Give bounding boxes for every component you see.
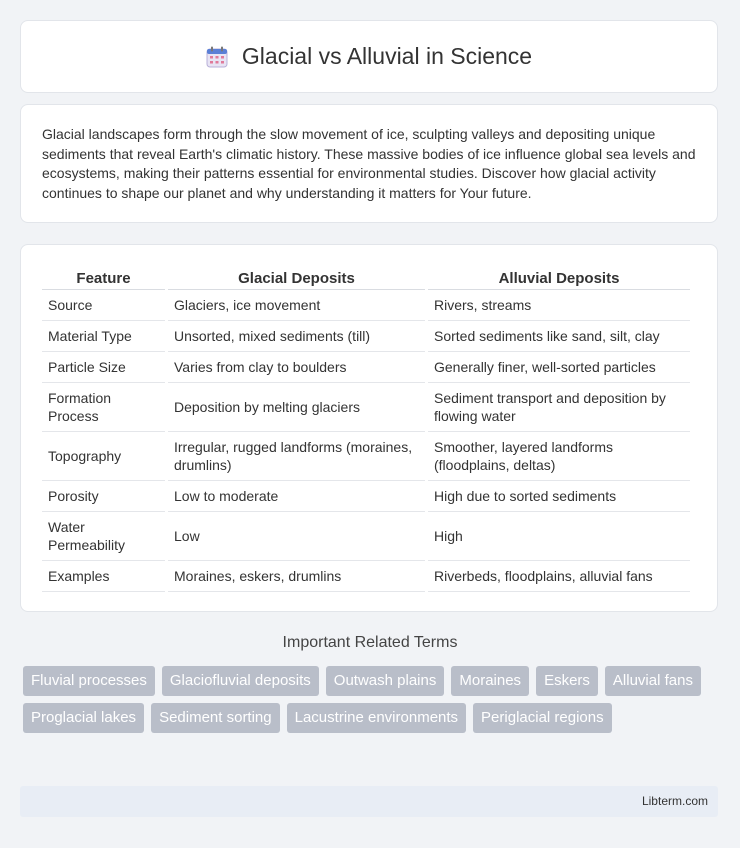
table-cell: High — [428, 512, 690, 561]
related-terms-title: Important Related Terms — [282, 634, 458, 651]
footer-brand-link[interactable]: Libterm.com — [641, 794, 708, 808]
related-term-tag[interactable]: Lacustrine environments — [287, 703, 466, 733]
related-term-tag[interactable]: Sediment sorting — [151, 703, 280, 733]
table-cell: Source — [42, 290, 165, 321]
footer — [20, 786, 718, 817]
related-term-tag[interactable]: Glaciofluvial deposits — [162, 666, 319, 696]
related-term-tag[interactable]: Outwash plains — [326, 666, 445, 696]
table-header-row — [42, 267, 690, 290]
header-card — [20, 20, 718, 93]
related-term-tag[interactable]: Eskers — [536, 666, 598, 696]
table-cell: Irregular, rugged landforms (moraines, drumlins) — [168, 432, 425, 481]
table-cell: Deposition by melting glaciers — [168, 383, 425, 432]
table-row — [42, 561, 690, 592]
table-cell: Generally finer, well-sorted particles — [428, 352, 690, 383]
related-term-tag[interactable]: Alluvial fans — [605, 666, 701, 696]
page-title: Glacial vs Alluvial in Science — [241, 43, 533, 69]
table-cell: High due to sorted sediments — [428, 481, 690, 512]
table-cell: Glaciers, ice movement — [168, 290, 425, 321]
table-cell: Porosity — [42, 481, 165, 512]
column-header: Alluvial Deposits — [428, 267, 690, 290]
related-term-tag[interactable]: Fluvial processes — [23, 666, 155, 696]
table-cell: Low — [168, 512, 425, 561]
table-row — [42, 290, 690, 321]
table-cell: Unsorted, mixed sediments (till) — [168, 321, 425, 352]
related-term-tag[interactable]: Periglacial regions — [473, 703, 612, 733]
intro-card — [20, 104, 718, 223]
calendar-icon — [206, 46, 228, 68]
related-terms-list — [23, 666, 723, 733]
table-cell: Rivers, streams — [428, 290, 690, 321]
table-row — [42, 481, 690, 512]
table-cell: Sorted sediments like sand, silt, clay — [428, 321, 690, 352]
table-cell: Riverbeds, floodplains, alluvial fans — [428, 561, 690, 592]
table-row — [42, 321, 690, 352]
intro-text: Glacial landscapes form through the slow movement of ice, sculpting valleys and depositing unique sediments that reveal Earth's climatic history. These massive bodies of ice influence global sea levels and ecosystems, making their patterns essential for environmental studies. Discover how glacial activity continues to shape our planet and why understanding it matters for Your future. — [42, 126, 696, 201]
table-cell: Material Type — [42, 321, 165, 352]
column-header: Feature — [42, 267, 165, 290]
table-cell: Formation Process — [42, 383, 165, 432]
table-cell: Varies from clay to boulders — [168, 352, 425, 383]
table-cell: Sediment transport and deposition by flowing water — [428, 383, 690, 432]
comparison-table — [39, 267, 693, 592]
related-term-tag[interactable]: Proglacial lakes — [23, 703, 144, 733]
table-cell: Topography — [42, 432, 165, 481]
related-term-tag[interactable]: Moraines — [451, 666, 529, 696]
table-cell: Smoother, layered landforms (floodplains, deltas) — [428, 432, 690, 481]
table-row — [42, 512, 690, 561]
comparison-table-card — [20, 244, 718, 612]
table-cell: Examples — [42, 561, 165, 592]
table-cell: Particle Size — [42, 352, 165, 383]
table-row — [42, 432, 690, 481]
table-row — [42, 352, 690, 383]
table-row — [42, 383, 690, 432]
table-cell: Water Permeability — [42, 512, 165, 561]
table-cell: Low to moderate — [168, 481, 425, 512]
column-header: Glacial Deposits — [168, 267, 425, 290]
table-cell: Moraines, eskers, drumlins — [168, 561, 425, 592]
